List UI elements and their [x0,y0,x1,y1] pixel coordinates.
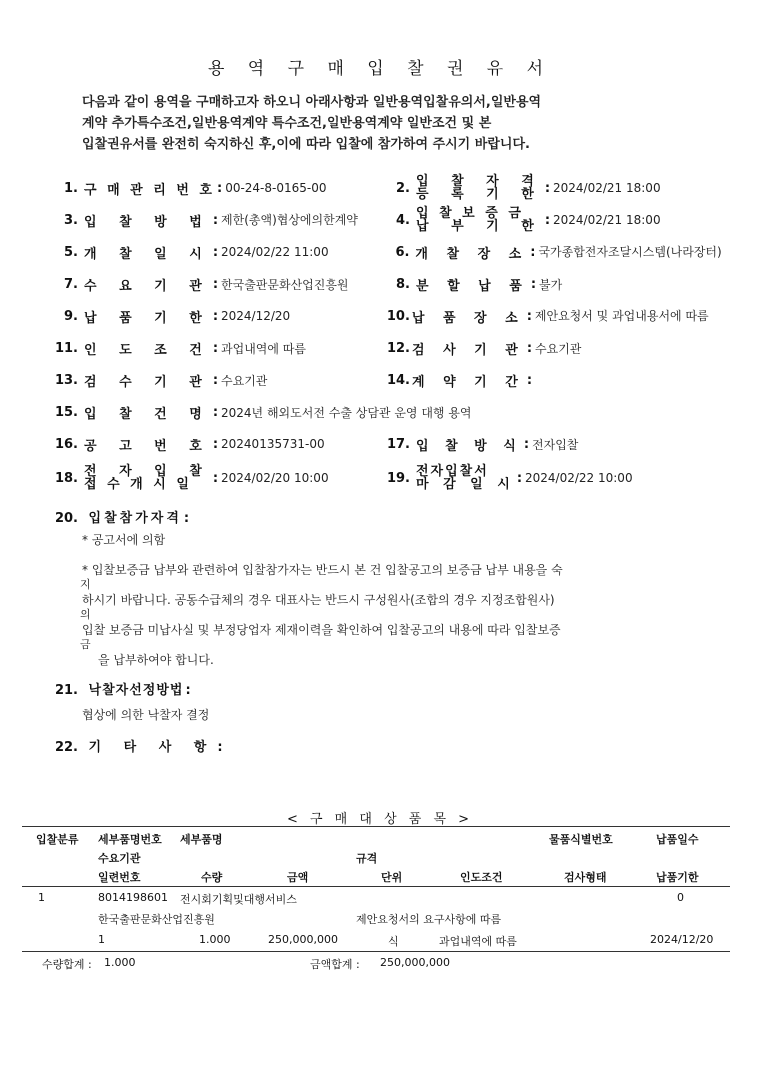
amount-total: 250,000,000 [380,956,450,969]
item-split-delivery: 8. 분 할 납 품 : 불가 [384,268,734,300]
table-header-rule [22,886,730,887]
section-label: 낙찰자선정방법 [88,683,184,698]
item-value: 2024년 해외도서전 수출 상담관 운영 대행 용역 [221,405,472,420]
header-unit: 단위 [381,871,403,884]
item-number: 5. [64,244,78,260]
item-bid-name: 15. 입 찰 건 명 : 2024년 해외도서전 수출 상담관 운영 대행 용역 [52,396,732,428]
deposit-notice: * 입찰보증금 납부와 관련하여 입찰참가자는 반드시 본 건 입찰공고의 보증금 납부 내용을 숙 지 하시기 바랍니다. 공동수급체의 경우 대표사는 반드시 구성원사(조합의 경우 지정조합원사) 의 입찰 보증금 미납사실 및 부정당업자 제재이력을 확인하여 입찰공고의 내용에 따라 입찰보증 금 을 납부하여야 합니다. [80,563,563,667]
item-submission-start: 18. 전 자 입 찰 접 수 개 시 일 : 2024/02/20 10:00 [52,460,382,496]
item-row [52,236,732,268]
item-notice-number: 16. 공 고 번 호 : 20240135731-00 [52,428,382,460]
item-value: 과업내역에 따름 [221,341,306,356]
item-value: 20240135731-00 [221,437,325,451]
item-qualification-deadline: 2. 입 찰 자 격 등 록 기 한 : 2024/02/21 18:00 [384,172,734,204]
item-number: 13. [54,372,78,388]
item-label: 수 요 기 관 [84,278,211,294]
header-delivery-days: 납품일수 [656,833,699,846]
item-acceptance-agency: 13. 검 수 기 관 : 수요기관 [52,364,382,396]
item-number: 10. [386,308,410,324]
items-table-title: < 구 매 대 상 품 목 > [286,812,474,827]
section-qualification: 20. 입찰참가자격 : [52,507,192,526]
item-label: 검 수 기 관 [84,374,211,390]
item-row [52,204,732,236]
item-delivery-terms: 11. 인 도 조 건 : 과업내역에 따름 [52,332,382,364]
header-item-code: 세부품명번호 [98,833,162,846]
item-delivery-deadline: 9. 납 품 기 한 : 2024/12/20 [52,300,382,332]
header-serial: 일련번호 [98,871,141,884]
item-label: 계 약 기 간 [412,374,525,390]
item-number: 1. [64,180,78,196]
item-label: 전 자 입 찰 접 수 개 시 일 [84,464,211,492]
item-number: 12. [386,340,410,356]
cell-quantity: 1.000 [199,933,231,946]
intro-paragraph [82,92,722,155]
item-number: 3. [64,212,78,228]
cell-demand-agency: 한국출판문화산업진흥원 [98,913,215,926]
item-label: 전자입찰서 마 감 일 시 [416,464,515,492]
item-value: 전자입찰 [532,437,579,452]
section-selection-method: 21. 낙찰자선정방법 : [52,679,194,698]
item-management-number: 1. 구 매 관 리 번 호 : 00-24-8-0165-00 [52,172,382,204]
item-value: 2024/02/21 18:00 [553,181,661,195]
header-spec: 규격 [356,852,378,865]
item-number: 2. [396,180,410,196]
item-value: 불가 [539,277,563,292]
item-label: 개 찰 일 시 [84,246,211,262]
item-submission-deadline: 19. 전자입찰서 마 감 일 시 : 2024/02/22 10:00 [384,460,734,496]
item-number: 14. [386,372,410,388]
table-bottom-rule [22,951,730,952]
item-label: 납 품 기 한 [84,310,211,326]
item-value: 한국출판문화산업진흥원 [221,277,349,292]
section-number: 22. [54,740,78,755]
section-label: 입찰참가자격 [88,511,182,526]
item-bid-type: 17. 입 찰 방 식 : 전자입찰 [384,428,734,460]
cell-serial: 1 [98,933,105,946]
amount-total-label: 금액합계 : [310,958,360,971]
header-bid-class: 입찰분류 [36,833,79,846]
item-row [52,428,732,460]
item-number: 8. [396,276,410,292]
item-label: 공 고 번 호 [84,438,211,454]
item-number: 11. [54,340,78,356]
item-label: 입 찰 건 명 [84,406,211,422]
item-label: 입 찰 방 법 [84,214,211,230]
item-label: 입 찰 자 격 등 록 기 한 [416,174,543,202]
header-item-name: 세부품명 [180,833,223,846]
header-amount: 금액 [287,871,309,884]
item-value: 2024/02/20 10:00 [221,471,329,485]
item-opening-place: 6. 개 찰 장 소 : 국가종합전자조달시스템(나라장터) [384,236,734,268]
header-identifier: 물품식별번호 [549,833,613,846]
item-number: 19. [386,470,410,486]
item-value: 제한(총액)협상에의한계약 [221,212,358,227]
item-label: 개 찰 장 소 [415,246,529,262]
item-row [52,268,732,300]
bid-items [52,172,732,496]
quantity-total-label: 수량합계 : [42,958,92,971]
quantity-total: 1.000 [104,956,136,969]
item-number: 9. [64,308,78,324]
section-others: 22. 기 타 사 항 : [52,736,226,755]
item-value: 수요기관 [535,341,582,356]
header-delivery-deadline: 납품기한 [656,871,699,884]
item-label: 인 도 조 건 [84,342,211,358]
item-number: 15. [54,404,78,420]
document-title: 용 역 구 매 입 찰 권 유 서 [207,59,553,79]
item-row [52,332,732,364]
item-label: 납 품 장 소 [411,310,525,326]
section-number: 21. [54,683,78,698]
item-number: 4. [396,212,410,228]
item-opening-datetime: 5. 개 찰 일 시 : 2024/02/22 11:00 [52,236,382,268]
intro-line: 입찰권유서를 완전히 숙지하신 후,이에 따라 입찰에 참가하여 주시기 바랍니다. [82,137,530,152]
item-label: 입 찰 방 식 [416,438,522,454]
item-label: 분 할 납 품 [416,278,529,294]
item-value: 2024/02/22 10:00 [525,471,633,485]
cell-item-code: 8014198601 [98,891,168,904]
item-value: 2024/12/20 [221,309,291,323]
item-label: 검 사 기 관 [412,342,525,358]
item-number: 6. [395,244,410,260]
cell-amount: 250,000,000 [268,933,338,946]
section-number: 20. [54,511,78,526]
item-label: 입 찰 보 증 금 납 부 기 한 [416,206,543,234]
selection-method-note: 협상에 의한 낙찰자 결정 [82,708,210,722]
cell-delivery-days: 0 [677,891,684,904]
item-row [52,364,732,396]
header-inspection-type: 검사형태 [564,871,607,884]
table-top-rule [22,826,730,827]
item-row [52,460,732,496]
header-quantity: 수량 [201,871,223,884]
qualification-note: * 공고서에 의함 [82,533,166,547]
item-delivery-place: 10. 납 품 장 소 : 제안요청서 및 과업내용서에 따름 [384,300,734,332]
item-value: 2024/02/21 18:00 [553,213,661,227]
cell-unit: 식 [388,935,399,948]
item-contract-period: 14. 계 약 기 간 : [384,364,734,396]
item-row [52,172,732,204]
item-row [52,300,732,332]
item-bid-method: 3. 입 찰 방 법 : 제한(총액)협상에의한계약 [52,204,382,236]
item-value: 수요기관 [221,373,268,388]
item-number: 18. [54,470,78,486]
header-delivery-terms: 인도조건 [460,871,503,884]
cell-item-name: 전시회기획및대행서비스 [180,893,297,906]
section-label: 기 타 사 항 [88,740,216,755]
item-inspection-agency: 12. 검 사 기 관 : 수요기관 [384,332,734,364]
item-value: 00-24-8-0165-00 [225,181,327,195]
intro-line: 계약 추가특수조건,일반용역계약 특수조건,일반용역계약 일반조건 및 본 [82,116,492,131]
item-value: 제안요청서 및 과업내용서에 따름 [534,308,709,323]
item-demand-agency: 7. 수 요 기 관 : 한국출판문화산업진흥원 [52,268,382,300]
item-label: 구 매 관 리 번 호 [84,182,215,198]
intro-line: 다음과 같이 용역을 구매하고자 하오니 아래사항과 일반용역입찰유의서,일반용역 [82,95,542,110]
cell-delivery-terms: 과업내역에 따름 [439,935,517,948]
item-deposit-deadline: 4. 입 찰 보 증 금 납 부 기 한 : 2024/02/21 18:00 [384,204,734,236]
cell-bid-class: 1 [38,891,45,904]
item-value: 국가종합전자조달시스템(나라장터) [538,244,722,259]
item-number: 16. [54,436,78,452]
header-demand-agency: 수요기관 [98,852,141,865]
item-number: 17. [386,436,410,452]
item-row [52,396,732,428]
cell-delivery-deadline: 2024/12/20 [650,933,714,946]
item-number: 7. [64,276,78,292]
cell-spec: 제안요청서의 요구사항에 따름 [356,913,502,926]
item-value: 2024/02/22 11:00 [221,245,329,259]
